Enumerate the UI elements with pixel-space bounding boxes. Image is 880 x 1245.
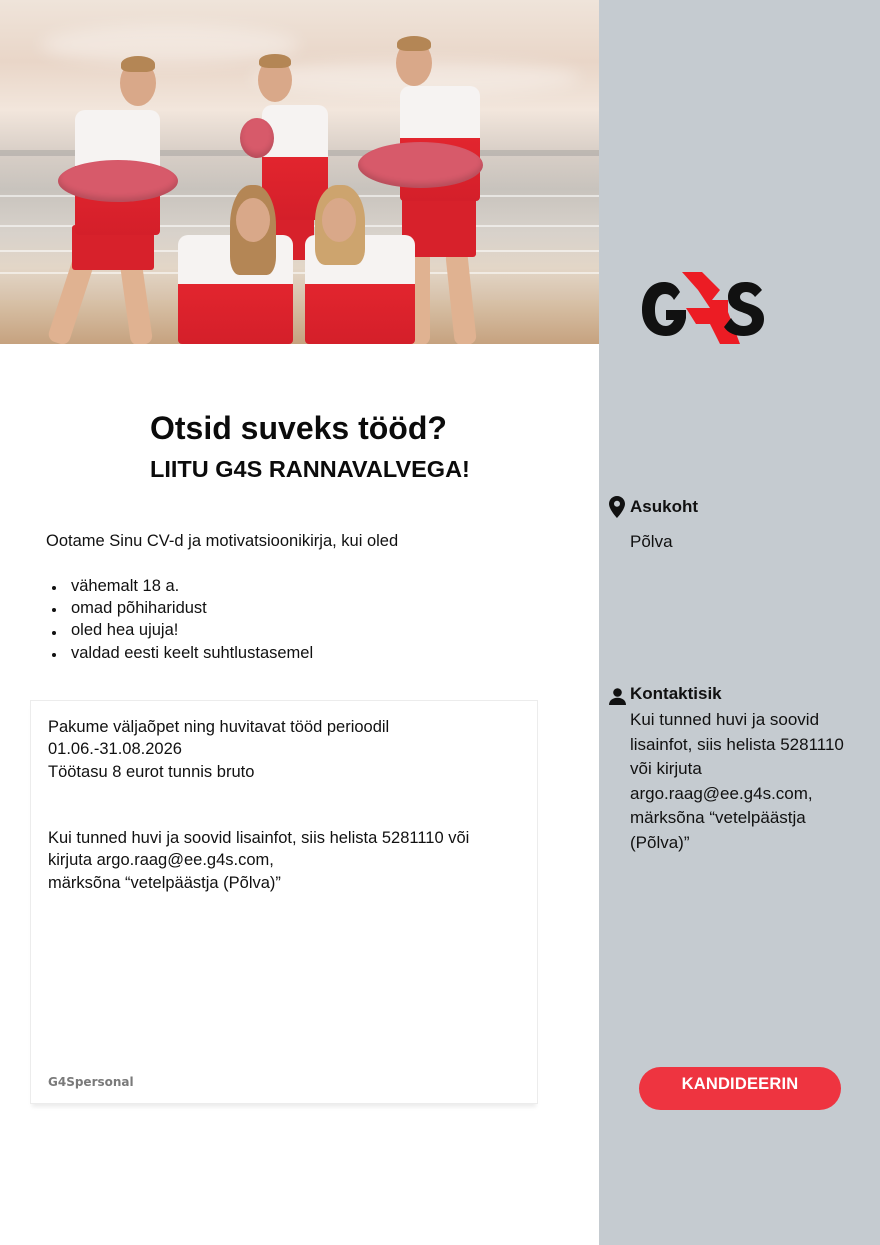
contact-line: (Põlva)”	[630, 832, 690, 852]
contact-paragraph	[48, 827, 469, 894]
contact-section	[609, 683, 844, 855]
contact-line: lisainfot, siis helista 5281110	[630, 734, 844, 754]
g4s-logo	[640, 270, 766, 346]
location-value: Põlva	[630, 532, 673, 551]
intro-text: Ootame Sinu CV-d ja motivatsioonikirja, kui oled	[46, 532, 399, 550]
rescue-buoy	[58, 160, 178, 202]
requirements-list	[52, 575, 313, 664]
source-label: G4Spersonal	[48, 1075, 134, 1089]
offer-line: Pakume väljaõpet ning huvitavat tööd perioodil	[48, 718, 390, 736]
list-item	[52, 575, 313, 597]
contact-email-line: kirjuta argo.raag@ee.g4s.com,	[48, 851, 274, 870]
sidebar	[599, 0, 880, 1245]
page-title: Otsid suveks tööd?	[150, 410, 447, 446]
contact-heading	[609, 683, 844, 705]
contact-line: või kirjuta	[630, 759, 702, 778]
requirement-text: valdad eesti keelt suhtlustasemel	[71, 643, 314, 662]
location-heading	[609, 496, 698, 518]
rescue-buoy	[358, 142, 483, 188]
rescue-buoy	[240, 118, 274, 158]
map-pin-icon	[609, 496, 627, 518]
requirement-text: omad põhiharidust	[71, 598, 207, 617]
contact-details	[630, 708, 844, 855]
contact-line: märksõna “vetelpäästja	[630, 808, 806, 827]
requirement-text: oled hea ujuja!	[71, 621, 179, 640]
bullet-icon	[52, 586, 56, 590]
location-section	[609, 496, 698, 555]
photo-sand	[0, 300, 599, 344]
list-item	[52, 642, 313, 664]
bullet-icon	[52, 631, 56, 635]
contact-label: Kontaktisik	[630, 684, 722, 703]
offer-period: 01.06.-31.08.2026	[48, 740, 182, 759]
page-subtitle: LIITU G4S RANNAVALVEGA!	[150, 456, 470, 482]
location-label: Asukoht	[630, 497, 698, 516]
bullet-icon	[52, 608, 56, 612]
contact-line: Kui tunned huvi ja soovid	[630, 710, 820, 729]
apply-button[interactable]: KANDIDEERIN	[639, 1067, 841, 1110]
list-item	[52, 620, 313, 642]
contact-keyword-line: märksõna “vetelpäästja (Põlva)”	[48, 873, 281, 892]
bullet-icon	[52, 653, 56, 657]
requirement-text: vähemalt 18 a.	[71, 576, 180, 595]
hero-photo	[0, 0, 599, 344]
list-item	[52, 597, 313, 619]
offer-salary: Töötasu 8 eurot tunnis bruto	[48, 762, 255, 781]
contact-line: Kui tunned huvi ja soovid lisainfot, siis helista 5281110 või	[48, 829, 470, 847]
offer-paragraph	[48, 716, 389, 783]
offer-card	[30, 700, 538, 1104]
contact-email: argo.raag@ee.g4s.com,	[630, 783, 813, 803]
person-icon	[609, 683, 627, 705]
